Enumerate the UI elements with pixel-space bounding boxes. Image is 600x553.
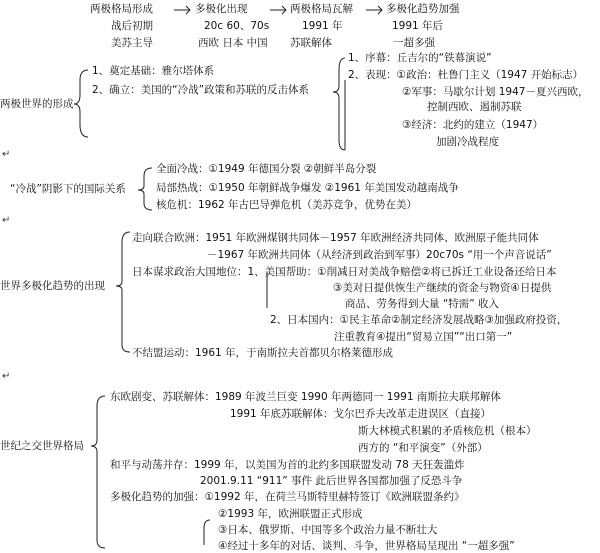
s4-one-super-many-great: ④经过十多年的对话、谈判、斗争，世界格局呈现出 “一超多强” <box>218 540 515 552</box>
s4-peace-turmoil: 和平与动荡并存：1999 年，以美国为首的北约多国联盟发动 78 天狂轰滥炸 <box>110 459 465 471</box>
s1-military-2: 控制西欧、遏制苏联 <box>427 101 522 113</box>
s4-ussr-collapse: 1991 年底苏联解体：戈尔巴乔夫改革走进误区（直接） <box>230 408 492 420</box>
section-title-century: 世纪之交世界格局 <box>0 440 84 452</box>
s1-economic-2: 加剧冷战程度 <box>436 136 499 148</box>
s2-nuclear-crisis: 核危机：1962 年古巴导弹危机（美苏竞争，优势在美） <box>156 199 418 211</box>
s1-foundation: 1、奠定基础：雅尔塔体系 <box>92 65 215 77</box>
section-title-bipolar: 两极世界的形成 <box>0 98 74 110</box>
s3-non-aligned: 不结盟运动：1961 年，于南斯拉夫首都贝尔格莱德形成 <box>132 347 394 359</box>
paragraph-mark: ↵ <box>2 215 11 226</box>
s4-multipolar-1992: 多极化趋势的加强：①1992 年，在荷兰马斯特里赫特签订《欧洲联盟条约》 <box>110 491 465 503</box>
s4-rising-powers: ③日本、俄罗斯、中国等多个政治力量不断壮大 <box>218 524 438 536</box>
header-power-4: 一超多强 <box>393 37 435 49</box>
paragraph-mark: ↵ <box>2 149 11 160</box>
section-title-multipolar: 世界多极化趋势的出现 <box>0 280 105 292</box>
s4-stalin-model: 斯大林模式积累的矛盾核危机（根本） <box>358 425 537 437</box>
header-power-3: 苏联解体 <box>290 37 332 49</box>
s1-establish: 2、确立：美国的“冷战”政策和苏联的反击体系 <box>92 84 310 96</box>
s3-japan-2: ③美对日提供恢生产继续的资金与物资④日提供 <box>333 282 552 294</box>
s4-911: 2001.9.11 “911” 事件 此后世界各国都加强了反恐斗争 <box>200 475 463 487</box>
header-stage-1: 两极格局形成 <box>90 3 153 15</box>
s3-europe-2: －1967 年欧洲共同体（从经济到政治到军事）20c70s “用一个声音说话” <box>207 249 552 261</box>
header-stage-4: 多极化趋势加强 <box>386 3 460 15</box>
paragraph-mark: ↵ <box>2 371 11 382</box>
s4-dissolution: 东欧剧变、苏联解体：1989 年波兰巨变 1990 年两德同一 1991 南斯拉夫联邦解体 <box>110 391 501 403</box>
s3-japan-5: 注重教育④提出“贸易立国”“出口第一” <box>334 331 513 343</box>
header-period-2: 20c 60、70s <box>204 20 270 32</box>
header-period-1: 战后初期 <box>111 20 153 32</box>
header-power-2: 西欧 日本 中国 <box>198 37 268 49</box>
section-title-coldwar: “冷战”阴影下的国际关系 <box>10 183 126 195</box>
header-power-1: 美苏主导 <box>111 37 153 49</box>
s1-military-1: ②军事：马歇尔计划 1947－夏兴西欧， <box>402 86 589 98</box>
s3-japan-4: 2、日本国内：①民主革命②制定经济发展战略③加强政府投资， <box>270 314 568 326</box>
header-stage-2: 多极化出现 <box>195 3 248 15</box>
s2-local-hotwar: 局部热战：①1950 年朝鲜战争爆发 ②1961 年美国发动越南战争 <box>156 182 459 194</box>
s2-full-coldwar: 全面冷战：①1949 年德国分裂 ②朝鲜半岛分裂 <box>156 163 377 175</box>
header-stage-3: 两极格局瓦解 <box>290 3 353 15</box>
header-period-3: 1991 年 <box>302 20 343 32</box>
header-period-4: 1991 年后 <box>392 20 444 32</box>
s4-eu-1993: ②1993 年，欧洲联盟正式形成 <box>218 508 363 520</box>
s1-economic-1: ③经济：北约的建立（1947） <box>402 119 544 131</box>
s1-political: 2、表现：①政治：杜鲁门主义（1947 开始标志） <box>348 69 584 81</box>
s3-japan-3: 商品、劳务得到大量 “特需” 收入 <box>345 298 500 310</box>
s1-prelude: 1、序幕：丘吉尔的“铁幕演说” <box>348 52 492 64</box>
s3-japan-1: 日本谋求政治大国地位：1、美国帮助：①削减日对美战争赔偿②将已拆迁工业设备还给日本 <box>132 266 557 278</box>
s3-europe-1: 走向联合欧洲：1951 年欧洲煤钢共同体－1957 年欧洲经济共同体、欧洲原子能共同体 <box>132 232 539 244</box>
s4-peaceful-evolution: 西方的 “和平演变”（外部） <box>358 442 488 454</box>
